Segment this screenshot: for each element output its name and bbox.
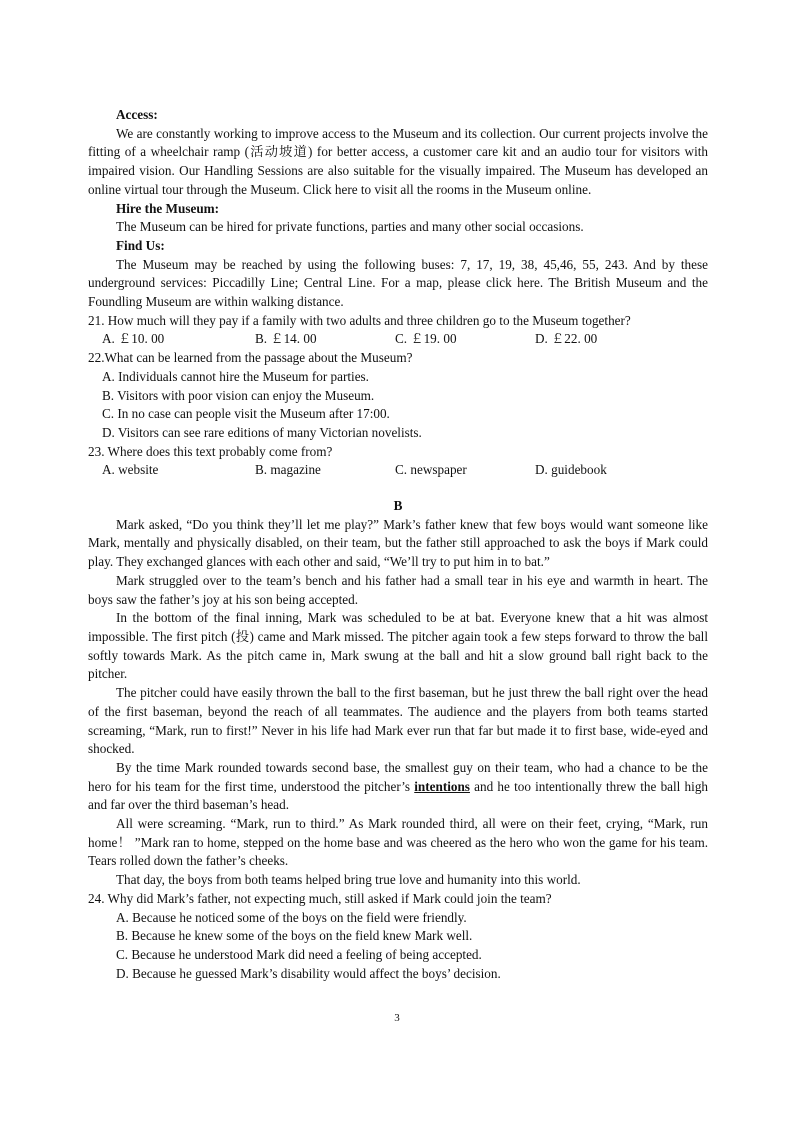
option-a: A. Individuals cannot hire the Museum for parties.: [102, 368, 369, 384]
question-23-stem: 23. Where does this text probably come from?: [88, 443, 333, 459]
option-a: A. website: [102, 462, 159, 478]
question-21-options: [88, 330, 708, 349]
question-22-stem: 22.What can be learned from the passage about the Museum?: [88, 350, 413, 366]
option-c: C. newspaper: [395, 462, 467, 478]
question-23-options: [88, 461, 708, 480]
find-heading: Find Us:: [116, 237, 165, 253]
option-b: B. ￡14. 00: [255, 331, 317, 347]
page-number: 3: [394, 1012, 400, 1024]
story-paragraph-5: [88, 759, 708, 815]
option-d: D. Visitors can see rare editions of many Victorian novelists.: [102, 424, 422, 440]
option-a: A. ￡10. 00: [102, 331, 165, 347]
find-paragraph: The Museum may be reached by using the following buses: 7, 17, 19, 38, 45,46, 55, 243. And by these underground services: Piccadilly Line; Central Line. For a map, please click here. The British Museum and the Foundling Museum are within walking distance.: [88, 256, 708, 310]
access-paragraph: We are constantly working to improve access to the Museum and its collection. Our current projects involve the fitting of a wheelchair ramp (活动坡道) for better access, a customer care kit and an audio tour for visitors with impaired vision. Our Handling Sessions are also suitable for the visually impaired. The Museum has developed an online virtual tour through the Museum. Click here to visit all the rooms in the Museum online.: [88, 125, 708, 197]
option-b: B. magazine: [255, 462, 321, 478]
underlined-word: intentions: [414, 778, 470, 794]
option-b: B. Visitors with poor vision can enjoy the Museum.: [102, 387, 375, 403]
access-heading: Access:: [116, 107, 158, 122]
section-b-label: B: [393, 498, 403, 514]
paragraph-5-end: and he too intentionally threw the ball high and far over the third baseman’s head.: [88, 778, 709, 813]
question-21-stem: 21. How much will they pay if a family with two adults and three children go to the Museum together?: [88, 312, 631, 328]
story-paragraph-1: Mark asked, “Do you think they’ll let me play?” Mark’s father knew that few boys would want someone like Mark, mentally and physically disabled, on their team, but the father still approached to ask the boys if Mark could play. They exchanged glances with each other and said, “We’ll try to put him in to bat.”: [88, 516, 708, 570]
option-d: D. ￡22. 00: [535, 331, 598, 347]
story-paragraph-3: In the bottom of the final inning, Mark was scheduled to be at bat. Everyone knew that a hit was almost impossible. The first pitch (投) came and Mark missed. The pitcher again took a few steps forward to throw the ball softly towards Mark. As the pitch came in, Mark swung at the ball and hit a slow ground ball right back to the pitcher.: [88, 610, 708, 682]
story-paragraph-2: Mark struggled over to the team’s bench and his father had a small tear in his eye and warmth in heart. The boys saw the father’s joy at his son being accepted.: [88, 572, 708, 607]
option-c: C. Because he understood Mark did need a feeling of being accepted.: [116, 946, 482, 962]
option-d: D. guidebook: [535, 462, 607, 478]
option-c: C. In no case can people visit the Museum after 17:00.: [102, 406, 390, 422]
hire-paragraph: The Museum can be hired for private functions, parties and many other social occasions.: [116, 219, 584, 235]
story-paragraph-7: That day, the boys from both teams helped bring true love and humanity into this world.: [116, 872, 581, 888]
option-c: C. ￡19. 00: [395, 331, 457, 347]
option-d: D. Because he guessed Mark’s disability would affect the boys’ decision.: [116, 965, 501, 981]
hire-heading: Hire the Museum:: [116, 200, 220, 216]
paragraph-5-start: By the time Mark rounded towards second base, the smallest guy on their team, who had a chance to be the hero for his team for the first time, understood the pitcher’s: [88, 759, 708, 794]
story-paragraph-4: The pitcher could have easily thrown the ball to the first baseman, but he just threw the ball right over the head of the first baseman, beyond the reach of all teammates. The audience and the players from both teams started screaming, “Mark, run to first!” Never in his life had Mark ever run that far but made it to first base, wide-eyed and shocked.: [88, 685, 708, 757]
exam-page: [88, 106, 708, 983]
story-paragraph-6: All were screaming. “Mark, run to third.” As Mark rounded third, all were on their feet, crying, “Mark, run home！ ”Mark ran to home, stepped on the home base and was cheered as the hero who won the game for his team. Tears rolled down the father’s cheeks.: [88, 816, 708, 869]
option-b: B. Because he knew some of the boys on the field knew Mark well.: [116, 928, 473, 944]
option-a: A. Because he noticed some of the boys on the field were friendly.: [116, 909, 467, 925]
question-24-stem: 24. Why did Mark’s father, not expecting much, still asked if Mark could join the team?: [88, 890, 552, 906]
